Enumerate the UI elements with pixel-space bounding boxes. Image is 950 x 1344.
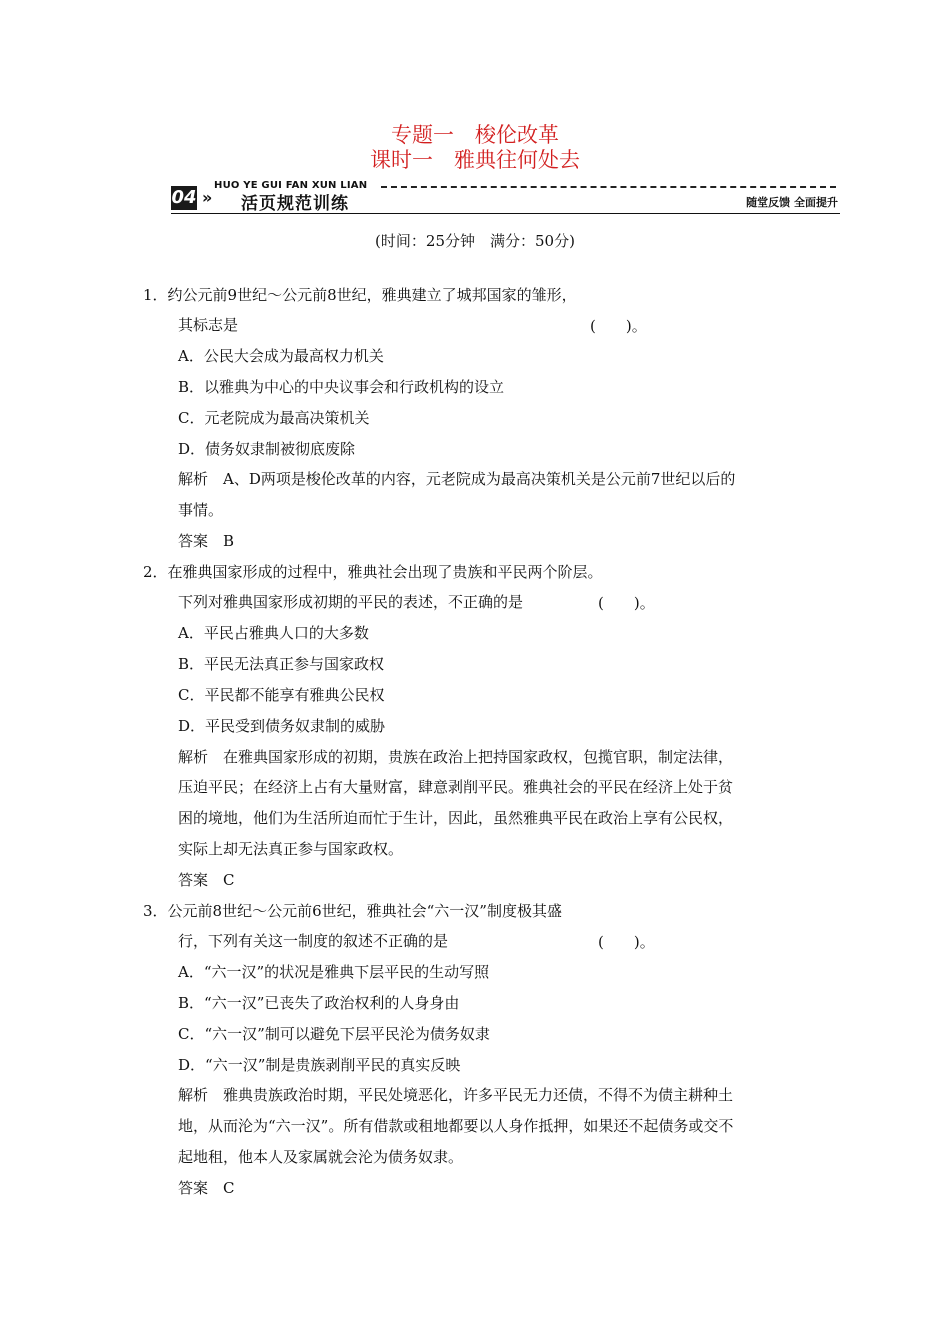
option: D．平民受到债务奴隶制的威胁 — [178, 717, 386, 735]
option: B．平民无法真正参与国家政权 — [178, 655, 385, 673]
option: B．以雅典为中心的中央议事会和行政机构的设立 — [178, 378, 505, 396]
option: B．“六一汉”已丧失了政治权利的人身身由 — [178, 994, 460, 1012]
question-3-stem: 3．公元前8世纪～公元前6世纪，雅典社会“六一汉”制度极其盛 — [143, 902, 562, 920]
option: A．“六一汉”的状况是雅典下层平民的生动写照 — [178, 963, 490, 981]
analysis-line: 实际上却无法真正参与国家政权。 — [178, 840, 404, 858]
banner-pinyin: HUO YE GUI FAN XUN LIAN — [214, 180, 368, 191]
analysis-line: 困的境地，他们为生活所迫而忙于生计，因此，虽然雅典平民在政治上享有公民权， — [178, 809, 734, 827]
question-2-stem-cont: 下列对雅典国家形成初期的平民的表述，不正确的是 — [178, 593, 524, 611]
page-subtitle: 课时一 雅典往何处去 — [370, 148, 580, 172]
time-score-info: (时间：25分钟 满分：50分) — [375, 232, 575, 250]
question-2-stem: 2．在雅典国家形成的过程中，雅典社会出现了贵族和平民两个阶层。 — [143, 563, 603, 581]
analysis-line: 事情。 — [178, 501, 224, 519]
answer-line: 答案 C — [178, 871, 235, 889]
answer-bracket: ( )。 — [598, 933, 655, 951]
banner-underline — [171, 213, 840, 214]
answer-bracket: ( )。 — [590, 317, 647, 335]
analysis-line: 解析 雅典贵族政治时期，平民处境恶化，许多平民无力还债，不得不为债主耕种土 — [178, 1086, 734, 1104]
analysis-line: 解析 在雅典国家形成的初期，贵族在政治上把持国家政权，包揽官职，制定法律， — [178, 748, 734, 766]
answer-bracket: ( )。 — [598, 594, 655, 612]
analysis-line: 解析 A、D两项是梭伦改革的内容，元老院成为最高决策机关是公元前7世纪以后的 — [178, 470, 736, 488]
page-title: 专题一 梭伦改革 — [391, 123, 559, 147]
question-1-stem: 1．约公元前9世纪～公元前8世纪，雅典建立了城邦国家的雏形， — [143, 286, 577, 304]
question-1-stem-cont: 其标志是 — [178, 316, 239, 334]
option: D．债务奴隶制被彻底废除 — [178, 440, 356, 458]
option: C．元老院成为最高决策机关 — [178, 409, 370, 427]
option: A．平民占雅典人口的大多数 — [178, 624, 369, 642]
answer-line: 答案 B — [178, 532, 235, 550]
banner-title: 活页规范训练 — [241, 194, 349, 214]
option: D．“六一汉”制是贵族剥削平民的真实反映 — [178, 1056, 461, 1074]
question-3-stem-cont: 行，下列有关这一制度的叙述不正确的是 — [178, 932, 449, 950]
analysis-line: 起地租，他本人及家属就会沦为债务奴隶。 — [178, 1148, 464, 1166]
section-banner — [171, 176, 840, 216]
banner-slogan: 随堂反馈 全面提升 — [746, 196, 838, 209]
option: C．平民都不能享有雅典公民权 — [178, 686, 385, 704]
analysis-line: 地，从而沦为“六一汉”。所有借款或租地都要以人身作抵押，如果还不起债务或交不 — [178, 1117, 734, 1135]
analysis-line: 压迫平民；在经济上占有大量财富，肆意剥削平民。雅典社会的平民在经济上处于贫 — [178, 778, 734, 796]
option: C．“六一汉”制可以避免下层平民沦为债务奴隶 — [178, 1025, 490, 1043]
banner-divider — [381, 186, 836, 188]
banner-number: 04 — [171, 187, 197, 208]
double-chevron-icon: » — [202, 188, 213, 207]
answer-line: 答案 C — [178, 1179, 235, 1197]
option: A．公民大会成为最高权力机关 — [178, 347, 384, 365]
